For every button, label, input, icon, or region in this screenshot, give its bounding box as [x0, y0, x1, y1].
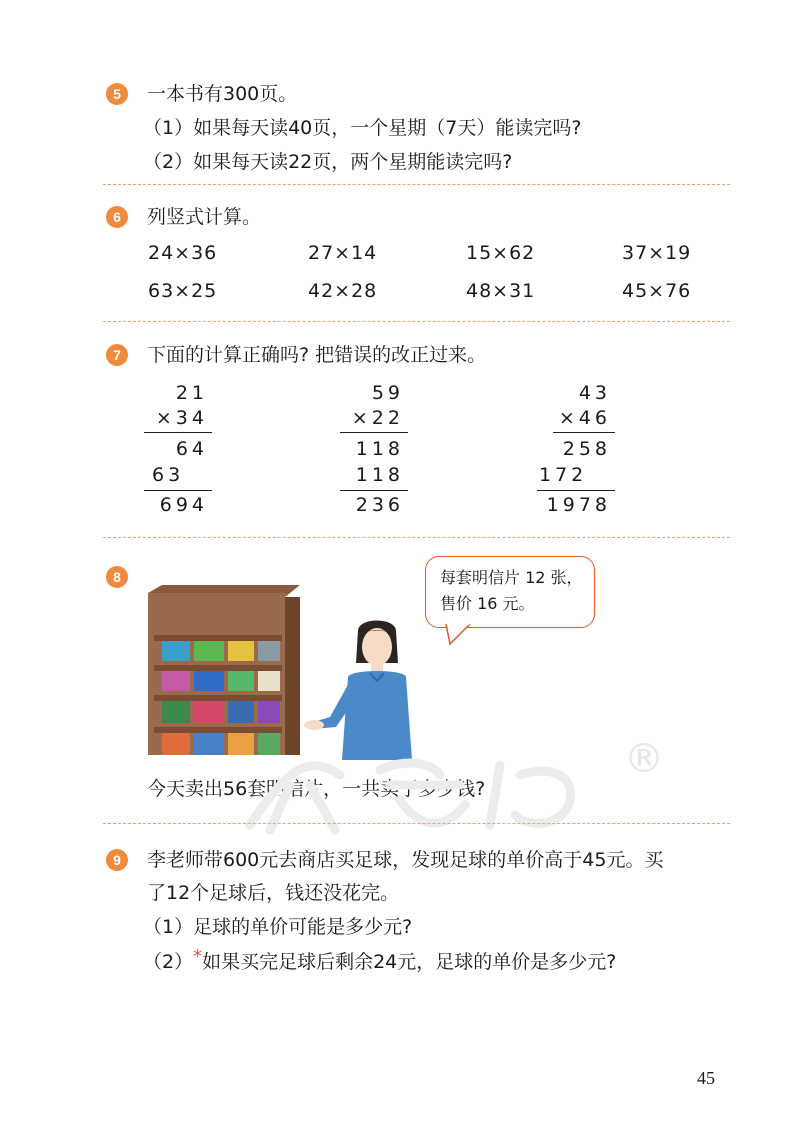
- expression: 37×19: [622, 242, 692, 264]
- calc-multiplier: ×34: [155, 407, 208, 429]
- expression: 42×28: [308, 280, 378, 302]
- calc-partial-2: 172: [539, 464, 588, 486]
- calc-result: 694: [159, 494, 208, 516]
- calc-line: [144, 432, 212, 433]
- problem-number-8: 8: [106, 566, 128, 588]
- calc-partial-2: 63: [152, 464, 185, 486]
- problem-number-5: 5: [106, 83, 128, 105]
- problem-5-title: 一本书有300页。: [147, 83, 298, 105]
- challenge-star: *: [193, 946, 203, 967]
- problem-9-question-2: [143, 946, 617, 975]
- speech-bubble: [425, 556, 595, 628]
- problem-5-question-1: （1）如果每天读40页，一个星期（7天）能读完吗?: [143, 117, 582, 139]
- calc-result: 236: [355, 494, 404, 516]
- section-divider: [103, 184, 730, 185]
- question-2-prefix: （2）: [143, 951, 194, 973]
- calc-multiplicand: 43: [578, 382, 611, 404]
- calc-line: [340, 490, 408, 491]
- problem-7-title: 下面的计算正确吗? 把错误的改正过来。: [147, 344, 487, 366]
- section-divider: [103, 537, 730, 538]
- question-2-text: 如果买完足球后剩余24元，足球的单价是多少元?: [202, 951, 617, 973]
- page-number: 45: [697, 1068, 715, 1088]
- watermark-registered-mark: ®: [624, 736, 664, 782]
- calc-partial-1: 118: [355, 438, 404, 460]
- speech-bubble-line-1: 每套明信片 12 张，: [440, 568, 583, 587]
- expression: 15×62: [466, 242, 536, 264]
- calc-partial-1: 258: [562, 438, 611, 460]
- saleswoman-illustration: [300, 617, 430, 760]
- expression: 45×76: [622, 280, 692, 302]
- postcard-rack-illustration: [140, 585, 305, 760]
- expression: 48×31: [466, 280, 536, 302]
- expression: 63×25: [148, 280, 218, 302]
- section-divider: [103, 823, 730, 824]
- calc-result: 1978: [546, 494, 611, 516]
- vertical-calculation-3: [537, 380, 611, 520]
- calc-multiplier: ×46: [558, 407, 611, 429]
- publisher-watermark-logo: [230, 745, 610, 840]
- problem-number-6: 6: [106, 206, 128, 228]
- expression: 27×14: [308, 242, 378, 264]
- section-divider: [103, 321, 730, 322]
- speech-bubble-line-2: 售价 16 元。: [440, 594, 535, 613]
- calc-line: [553, 432, 615, 433]
- speech-bubble-tail: [444, 622, 474, 646]
- problem-number-9: 9: [106, 849, 128, 871]
- calc-multiplicand: 59: [371, 382, 404, 404]
- calc-multiplier: ×22: [351, 407, 404, 429]
- calc-line: [340, 432, 408, 433]
- vertical-calculation-1: [144, 380, 208, 520]
- problem-9-line-1: 李老师带600元去商店买足球，发现足球的单价高于45元。买: [147, 849, 664, 871]
- calc-line: [144, 490, 212, 491]
- expression: 24×36: [148, 242, 218, 264]
- calc-partial-2: 118: [355, 464, 404, 486]
- calc-line: [537, 490, 615, 491]
- problem-9-line-2: 了12个足球后，钱还没花完。: [147, 882, 400, 904]
- problem-8-question: 今天卖出56套明信片，一共卖了多少钱?: [147, 778, 486, 800]
- problem-5-question-2: （2）如果每天读22页，两个星期能读完吗?: [143, 151, 513, 173]
- problem-9-question-1: （1）足球的单价可能是多少元?: [143, 916, 413, 938]
- problem-number-7: 7: [106, 344, 128, 366]
- calc-multiplicand: 21: [175, 382, 208, 404]
- problem-6-title: 列竖式计算。: [147, 206, 262, 228]
- vertical-calculation-2: [340, 380, 404, 520]
- calc-partial-1: 64: [175, 438, 208, 460]
